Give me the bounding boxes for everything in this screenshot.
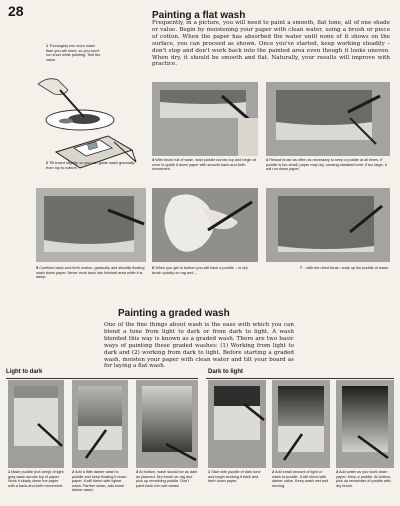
dtl-step-2-num: 2 [272,470,275,474]
mixing-dish-illustration [34,44,146,170]
ltd-step-3-num: 3 [136,470,139,474]
ltd-step-1-num: 1 [8,470,11,474]
flat-step-7-text: – with the dried brush, soak up the puddle of wash. [303,266,389,270]
dtl-step-1-num: 1 [208,470,211,474]
flat-step-5-text: Continue back-and-forth motion, gradually and steadily floating wash down paper. Never work back into finished area while it is damp. [36,266,145,280]
dark-to-light-label: Dark to light [208,369,244,375]
flat-step-1-num: 1 [46,44,49,48]
dtl-step-1-text: Start with puddle of dark tone and begin working it back and forth down paper. [208,470,261,484]
flat-step-7-num: 7 [300,266,303,270]
ltd-step-1-text: Make puddle (not deep) of light gray wash across top of paper. Work it slowly down the paper with a back-and-forth movement. [8,470,64,488]
flat-step-2-num: 2 [46,161,49,165]
dtl-step-3-text: Add water as you work down paper. Keep a puddle. At bottom, pick up remainder of puddle with dry brush. [336,470,392,488]
flat-step-3-num: 3 [152,158,155,162]
ltd-step-2-num: 2 [72,470,75,474]
flat-wash-title: Painting a flat wash [152,10,246,21]
ltd-step-2-text: Add a little darker wash to puddle and keep floating it down paper. It will blend with lighter wash. Farther down, add some darker wash. [72,470,127,493]
flat-step-6-num: 6 [152,266,155,270]
flat-step-2-text: Tilt board slightly, so you can guide wash gradually from top to bottom. [46,161,135,170]
flat-step-3-photo [152,82,258,156]
dark-to-light-step-1-photo [208,380,266,468]
dark-to-light-step-2-photo [272,380,330,468]
flat-wash-intro: Frequently, in a picture, you will need to paint a smooth, flat tone, all of one shade or value. Begin by moistening your paper with clean water, using a brush or piece of cotton. When the paper has absorbed the water until none of it shows on the surface, you can proceed as shown. Once you've started, keep working steadily – don't stop and don't work back into the painted area even though it looks uneven. When dry, it should be smooth and flat. Naturally, your results will improve with practice. [152,20,390,68]
flat-step-5-photo [36,188,146,262]
dtl-step-3-num: 3 [336,470,339,474]
flat-step-1-text: Thoroughly mix more wash than you will need, so you won't run short while painting. Test the value. [46,44,101,62]
light-to-dark-step-3-photo [136,380,198,468]
flat-step-7-photo [266,188,390,262]
flat-step-6-photo [152,188,258,262]
flat-step-6-text: When you get to bottom you will have a puddle – to dry brush quickly on rag and – [152,266,248,275]
flat-step-4-photo [266,82,390,156]
page-number: 28 [8,3,24,19]
flat-step-4-text: Reload brush as often as necessary to keep a puddle at all times. If puddle is too small, paper may dry, causing streaked tone; if too large, it will run down paper. [266,158,387,172]
dtl-step-2-text: Add small amount of light or wash to puddle. It will blend with darker value. Keep wash wet and moving. [272,470,329,488]
graded-wash-title: Painting a graded wash [118,308,230,319]
graded-wash-intro: One of the fine things about wash is the ease with which you can blend a tone from light to dark or from dark to light. A wash blended this way is known as a graded wash. There are two basic ways of painting these graded washes: (1) Working from light to dark and (2) working from dark to light. Before starting a graded wash, moisten your paper with clean water and tilt your board as for laying a flat wash. [104,322,294,370]
flat-step-3-text: With brush full of wash, start puddle across top and begin at once to guide it down paper with smooth back-and-forth movement. [152,158,256,172]
light-to-dark-rule [6,378,198,379]
light-to-dark-step-2-photo [72,380,128,468]
dark-to-light-rule [206,378,394,379]
flat-step-5-num: 5 [36,266,39,270]
flat-step-4-num: 4 [266,158,269,162]
light-to-dark-label: Light to dark [6,369,43,375]
dark-to-light-step-3-photo [336,380,394,468]
light-to-dark-step-1-photo [8,380,64,468]
ltd-step-3-text: At bottom, wash should be as dark as planned. Dry brush on rag and pick up remaining puddle. Don't paint back into wet areas! [136,470,198,488]
